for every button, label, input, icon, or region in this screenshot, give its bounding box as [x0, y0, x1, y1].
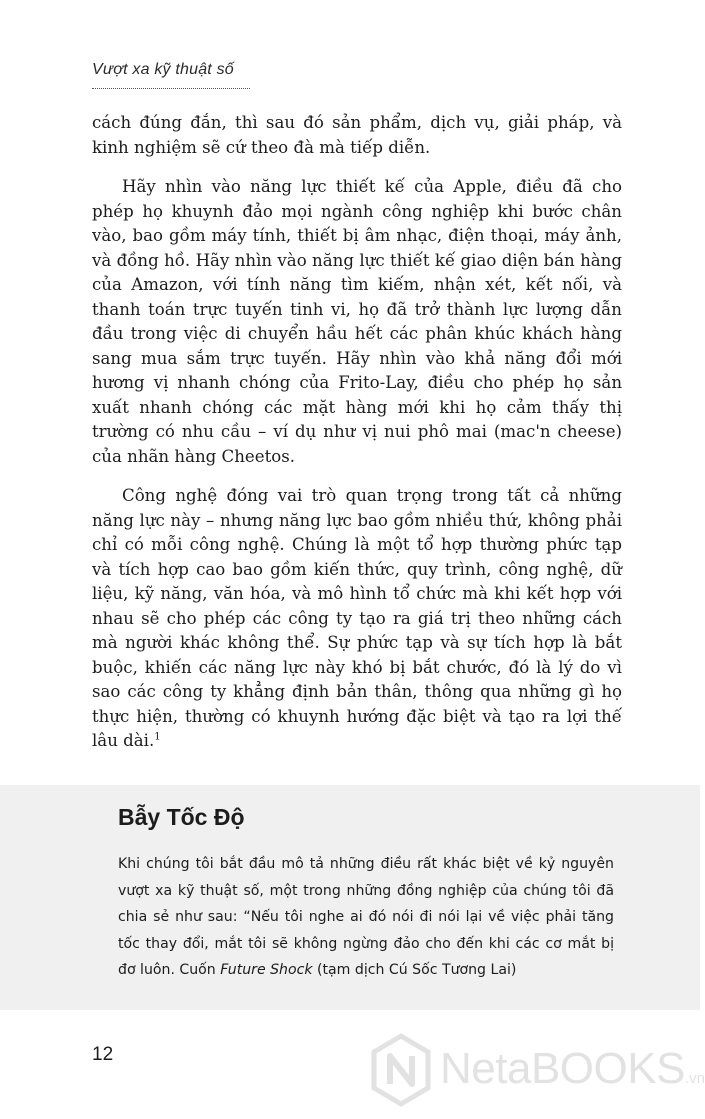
sidebar-text-part-2: (tạm dịch Cú Sốc Tương Lai) — [312, 962, 517, 979]
running-header-rule — [92, 88, 250, 89]
sidebar-text-part-1: Khi chúng tôi bắt đầu mô tả những điều rất khác biệt về kỷ nguyên vượt xa kỹ thuật số, một trong những đồng nghiệp của chúng tôi đã chia sẻ như sau: “Nếu tôi nghe ai đó nói đi nói lại về việc phải tăng tốc thay đổi, mắt tôi sẽ không ngừng đảo cho đến khi các cơ mắt bị đơ luôn. Cuốn — [118, 856, 614, 979]
paragraph-2: Hãy nhìn vào năng lực thiết kế của Apple, điều đã cho phép họ khuynh đảo mọi ngành công nghiệp khi bước chân vào, bao gồm máy tính, thiết bị âm nhạc, điện thoại, máy ảnh, và đồng hồ. Hãy nhìn vào năng lực thiết kế giao diện bán hàng của Amazon, với tính năng tìm kiếm, nhận xét, kết nối, và thanh toán trực tuyến tinh vi, họ đã trở thành lực lượng dẫn đầu trong việc di chuyển hầu hết các phân khúc khách hàng sang mua sắm trực tuyến. Hãy nhìn vào khả năng đổi mới hương vị nhanh chóng của Frito-Lay, điều cho phép họ sản xuất nhanh chóng các mặt hàng mới khi họ cảm thấy thị trường có nhu cầu – ví dụ như vị nui phô mai (mac'n cheese) của nhãn hàng Cheetos. — [92, 177, 622, 466]
watermark-brand-suffix: .vn — [684, 1070, 705, 1087]
sidebar-italic-book-title: Future Shock — [220, 962, 313, 979]
watermark — [370, 1030, 705, 1110]
running-header-title: Vượt xa kỹ thuật số — [92, 61, 234, 78]
watermark-brand — [440, 1044, 705, 1094]
sidebar-text — [118, 851, 614, 984]
page-number: 12 — [92, 1044, 114, 1065]
sidebar-title: Bẫy Tốc Độ — [118, 804, 245, 830]
neta-logo-icon — [370, 1034, 432, 1106]
sidebar-chevron-edge — [640, 785, 700, 1010]
paragraph-3-text: Công nghệ đóng vai trò quan trọng trong tất cả những năng lực này – nhưng năng lực bao gồm nhiều thứ, không phải chỉ có mỗi công nghệ. Chúng là một tổ hợp thường phức tạp và tích hợp cao bao gồm kiến thức, quy trình, công nghệ, dữ liệu, kỹ năng, văn hóa, và mô hình tổ chức mà khi kết hợp với nhau sẽ cho phép các công ty tạo ra giá trị theo những cách mà người khác không thể. Sự phức tạp và sự tích hợp là bắt buộc, khiến các năng lực này khó bị bắt chước, đó là lý do vì sao các công ty khẳng định bản thân, thông qua những gì họ thực hiện, thường có khuynh hướng đặc biệt và tạo ra lợi thế lâu dài. — [92, 486, 622, 750]
body-text — [92, 111, 622, 754]
paragraph-3 — [92, 484, 622, 754]
watermark-brand-main: NetaBOOKS — [440, 1044, 685, 1093]
paragraph-1: cách đúng đắn, thì sau đó sản phẩm, dịch vụ, giải pháp, và kinh nghiệm sẽ cứ theo đà mà tiếp diễn. — [92, 113, 622, 157]
footnote-marker[interactable]: 1 — [154, 731, 161, 743]
